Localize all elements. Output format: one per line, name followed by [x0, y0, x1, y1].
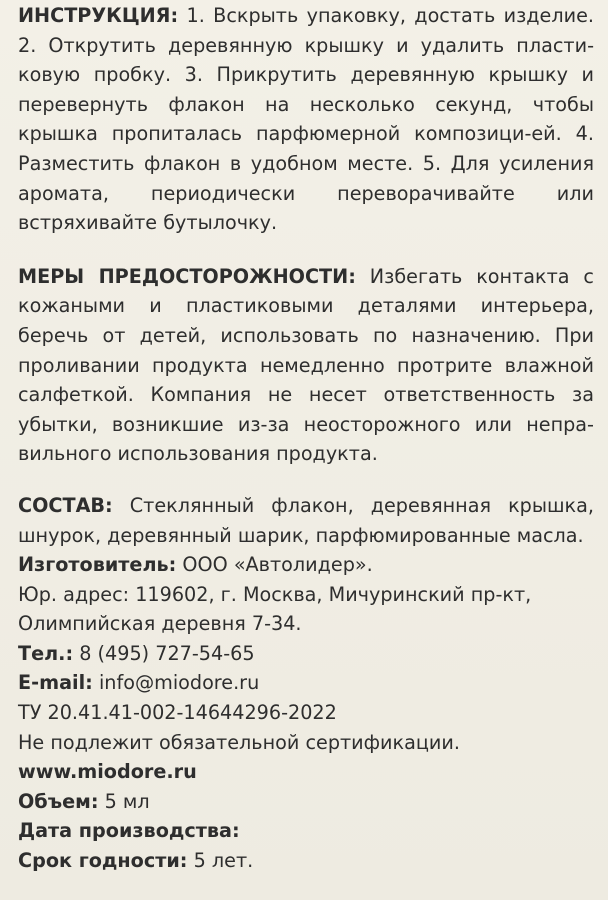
shelf-life-line — [18, 846, 594, 876]
production-date-label: Дата производства: — [18, 819, 240, 843]
manufacturer-label: Изготовитель: — [18, 553, 177, 577]
tu-line: ТУ 20.41.41-002-14644296-2022 — [18, 701, 337, 725]
volume-value: 5 мл — [104, 789, 150, 813]
production-date-line — [18, 816, 594, 846]
precautions-paragraph — [18, 262, 594, 469]
volume-line — [18, 787, 594, 817]
instructions-heading: ИНСТРУКЦИЯ: — [18, 4, 179, 27]
phone-value: 8 (495) 727-54-65 — [79, 641, 255, 665]
email-line — [18, 668, 594, 698]
address-line-1: Юр. адрес: 119602, г. Москва, Мичуринский пр-кт, — [18, 582, 532, 606]
composition-heading: СОСТАВ: — [18, 493, 113, 517]
manufacturer-value: ООО «Автолидер». — [182, 553, 373, 577]
address-line-2: Олимпийская деревня 7-34. — [18, 612, 302, 636]
phone-line — [18, 639, 594, 669]
certification-line: Не подлежит обязательной сертификации. — [18, 730, 460, 754]
website-line: www.miodore.ru — [18, 760, 197, 784]
composition-paragraph — [18, 491, 594, 550]
shelf-life-label: Срок годности: — [18, 849, 188, 873]
instructions-paragraph — [18, 0, 594, 238]
composition-text: Стеклянный флакон, деревянная крышка, шнурок, деревянный шарик, парфюмированные масла. — [18, 493, 594, 547]
phone-label: Тел.: — [18, 641, 74, 665]
precautions-heading: МЕРЫ ПРЕДОСТОРОЖНОСТИ: — [18, 264, 356, 288]
instructions-text: 1. Вскрыть упаковку, достать изделие. 2. Открутить деревянную крышку и удалить пласти-ковую пробку. 3. Прикрутить деревянную крышку и перевернуть флакон на несколько секунд, чтобы крышка пропиталась парфюмерной композици-ей. 4. Разместить флакон в удобном месте. 5. Для усиления аромата, периодически переворачивайте или встряхивайте бутылочку. — [18, 4, 595, 235]
volume-label: Объем: — [18, 789, 99, 813]
precautions-text: Избегать контакта с кожаными и пластиковыми деталями интерьера, беречь от детей, использовать по назначению. При проливании продукта немедленно протрите влажной салфеткой. Компания не несет ответственность за убытки, возникшие из-за неосторожного или непра-вильного использования продукта. — [18, 264, 594, 466]
email-label: E-mail: — [18, 671, 93, 695]
email-value: info@miodore.ru — [98, 671, 260, 695]
manufacturer-line — [18, 550, 594, 580]
shelf-life-value: 5 лет. — [193, 849, 254, 873]
